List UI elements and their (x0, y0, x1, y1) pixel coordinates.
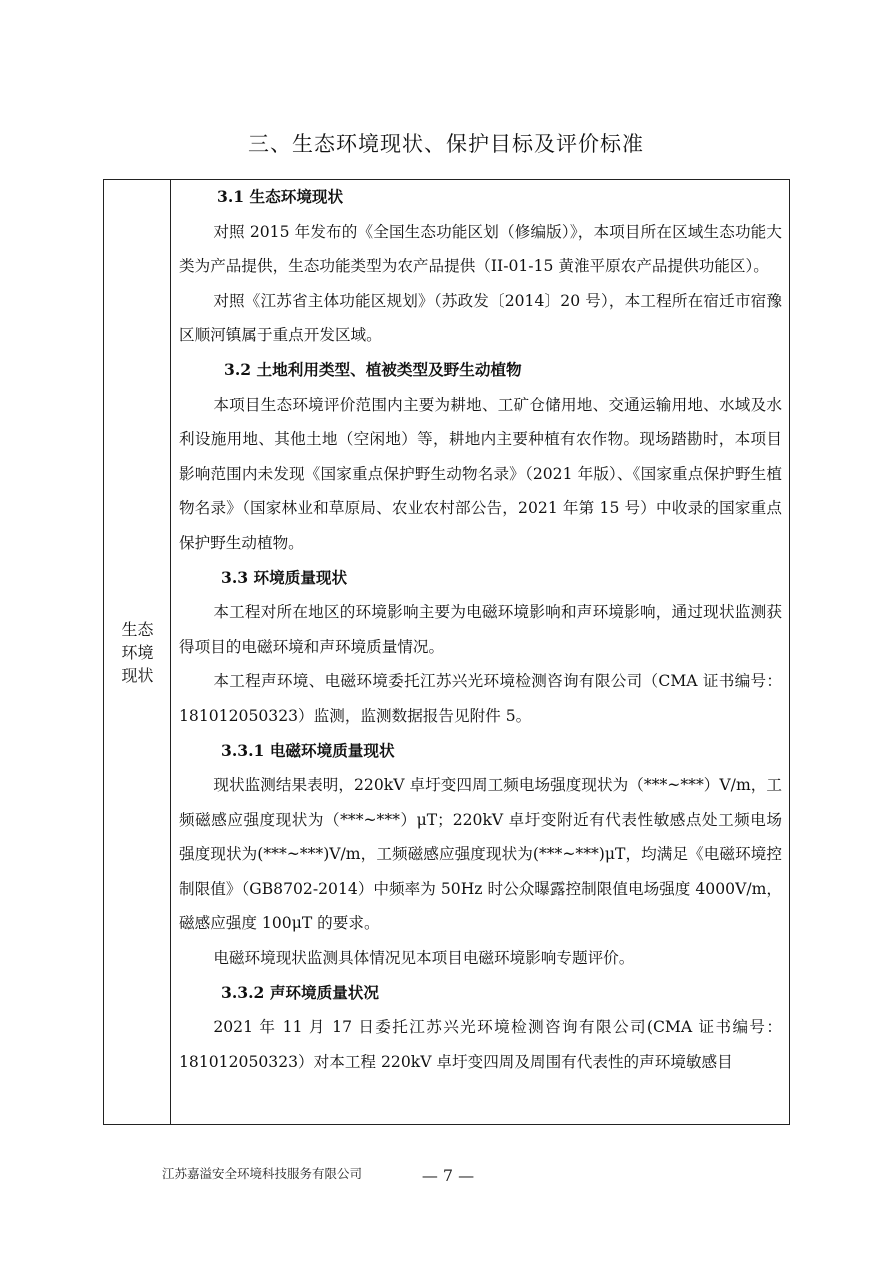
paragraph: 对照《江苏省主体功能区规划》（苏政发〔2014〕20 号），本工程所在宿迁市宿豫区顺河镇属于重点开发区域。 (179, 291, 782, 345)
paragraph: 本工程对所在地区的环境影响主要为电磁环境影响和声环境影响，通过现状监测获得项目的电磁环境和声环境质量情况。 (179, 603, 782, 656)
page-number: — 7 — (421, 1166, 475, 1185)
row-label-line: 生态 (121, 620, 154, 639)
paragraph: 本项目生态环境评价范围内主要为耕地、工矿仓储用地、交通运输用地、水域及水利设施用地、其他土地（空闲地）等，耕地内主要种植有农作物。现场踏勘时，本项目影响范围内未发现《国家重点保护野生动物名录》（2021 年版）、《国家重点保护野生植物名录》（国家林业和草原局、农业农村部公告，2021 年第 15 号）中收录的国家重点保护野生动植物。 (179, 395, 782, 552)
section-heading-3-2: 3.2 土地利用类型、植被类型及野生动植物 (224, 359, 522, 379)
content-body (179, 180, 782, 1079)
section-heading-3-3-2: 3.3.2 声环境质量状况 (221, 982, 379, 1002)
content-table (103, 179, 790, 1125)
row-label (104, 618, 171, 687)
paragraph: 电磁环境现状监测具体情况见本项目电磁环境影响专题评价。 (213, 949, 635, 968)
paragraph: 本工程声环境、电磁环境委托江苏兴光环境检测咨询有限公司（CMA 证书编号：181012050323）监测，监测数据报告见附件 5。 (179, 672, 782, 725)
paragraph: 2021 年 11 月 17 日委托江苏兴光环境检测咨询有限公司(CMA 证书编号：181012050323）对本工程 220kV 卓圩变四周及周围有代表性的声环境敏感目 (179, 1018, 782, 1071)
section-heading-3-1: 3.1 生态环境现状 (217, 187, 344, 206)
footer-company: 江苏嘉溢安全环境科技服务有限公司 (162, 1166, 363, 1181)
page-title: 三、生态环境现状、保护目标及评价标准 (248, 132, 644, 156)
section-heading-3-3-1: 3.3.1 电磁环境质量现状 (221, 740, 395, 760)
row-label-line: 现状 (121, 666, 154, 685)
row-label-line: 环境 (121, 643, 154, 662)
left-column (104, 180, 171, 1124)
section-heading-3-3: 3.3 环境质量现状 (221, 567, 348, 587)
paragraph: 对照 2015 年发布的《全国生态功能区划（修编版）》，本项目所在区域生态功能大类为产品提供，生态功能类型为农产品提供（II-01-15 黄淮平原农产品提供功能区）。 (179, 222, 782, 276)
paragraph: 现状监测结果表明，220kV 卓圩变四周工频电场强度现状为（***~***）V/m，工频磁感应强度现状为（***~***）μT；220kV 卓圩变附近有代表性敏感点处工频电场强度现状为(***~***)V/m，工频磁感应强度现状为(***~***)μT，均满足《电磁环境控制限值》（GB8702-2014）中频率为 50Hz 时公众曝露控制限值电场强度 4000V/m，磁感应强度 100μT 的要求。 (179, 776, 782, 933)
